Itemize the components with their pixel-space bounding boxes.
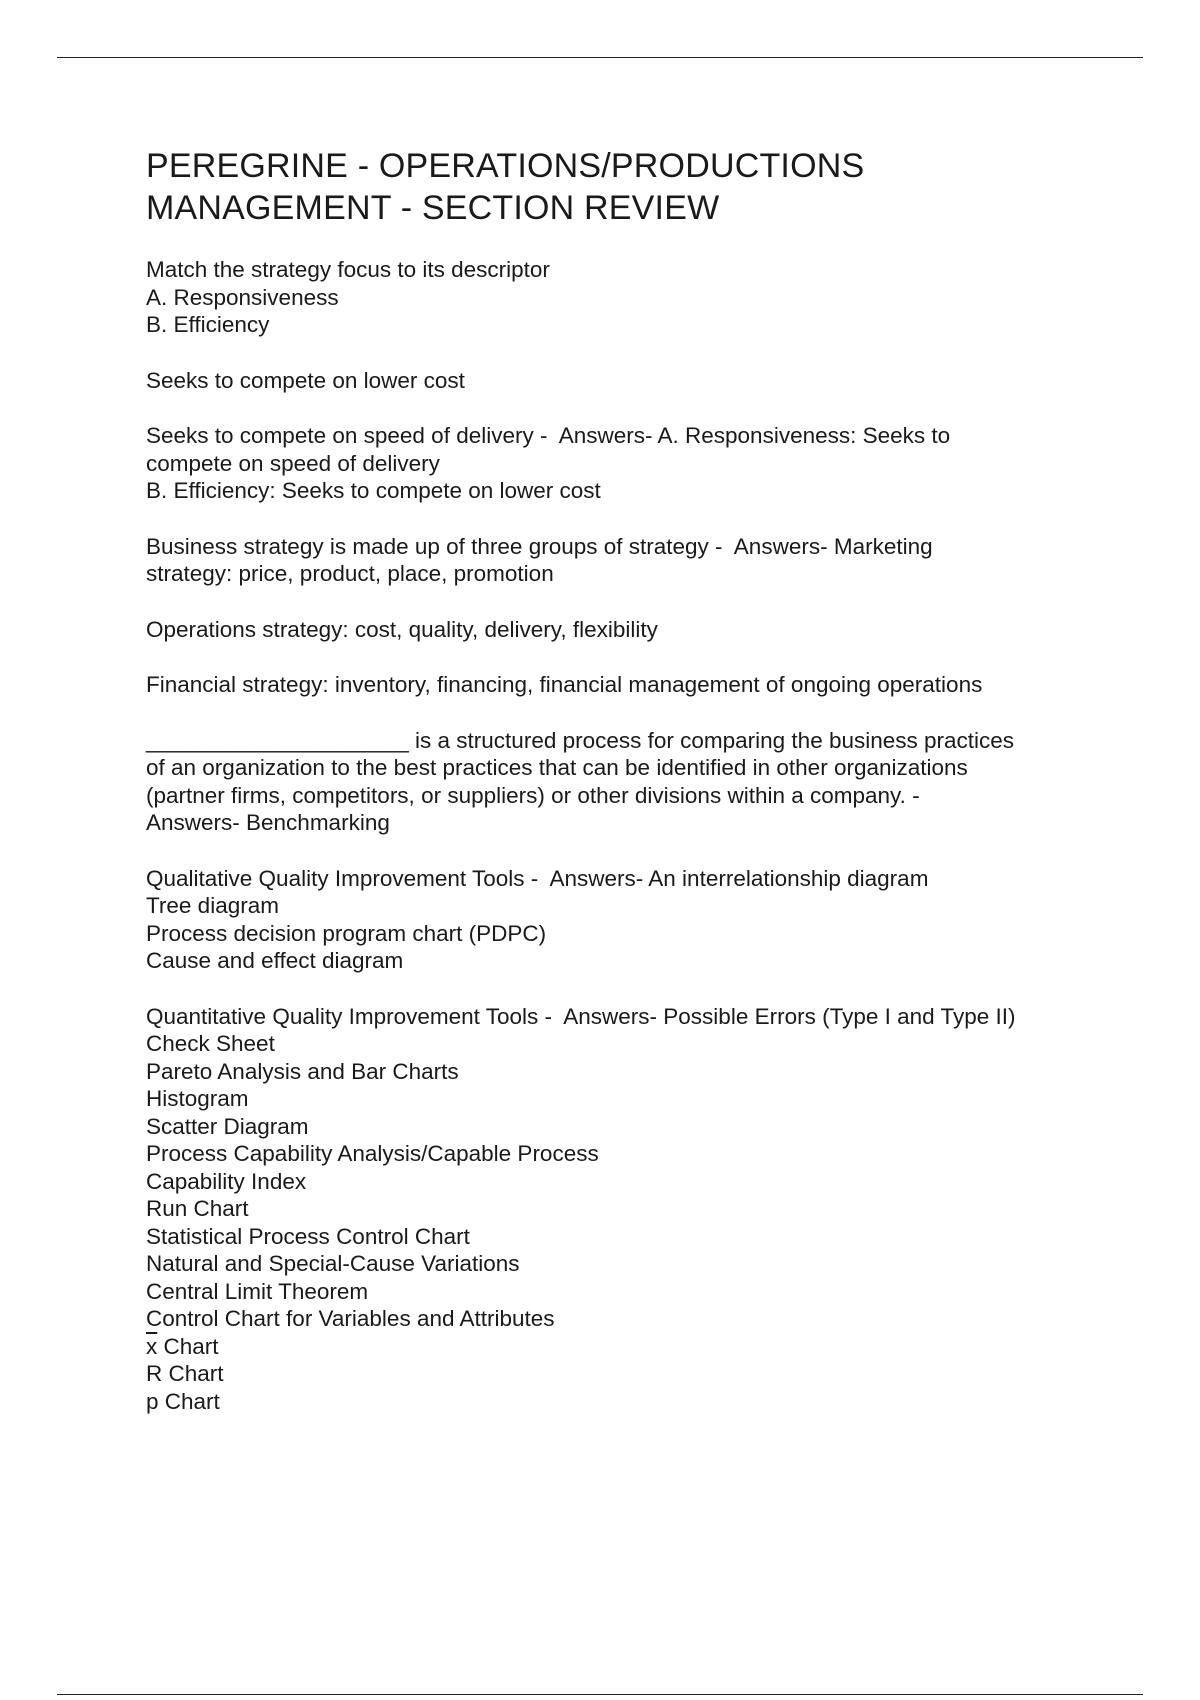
text-line: Control Chart for Variables and Attributes — [146, 1306, 555, 1331]
text-line: Qualitative Quality Improvement Tools - Answers- An interrelationship diagram — [146, 865, 929, 891]
text-line: Process Capability Analysis/Capable Process — [146, 1141, 599, 1166]
qa-block-operations-strategy — [146, 616, 1086, 644]
text-line: Operations strategy: cost, quality, delivery, flexibility — [146, 616, 658, 642]
title-line-1: PEREGRINE - OPERATIONS/PRODUCTIONS — [146, 147, 865, 185]
qa-block-quantitative-tools — [146, 1003, 1086, 1416]
text-line: Check Sheet — [146, 1031, 275, 1056]
text-line: of an organization to the best practices that can be identified in other organizations — [146, 755, 968, 780]
document-body — [146, 145, 1086, 1415]
qa-block-financial-strategy — [146, 671, 1086, 699]
qa-block-lower-cost — [146, 367, 1086, 395]
text-line: p Chart — [146, 1388, 220, 1414]
bottom-rule — [57, 1694, 1143, 1695]
text-line: Quantitative Quality Improvement Tools - Answers- Possible Errors (Type I and Type II) — [146, 1003, 1016, 1029]
text-line: Run Chart — [146, 1196, 249, 1221]
text-line: Central Limit Theorem — [146, 1278, 369, 1304]
text-line: Capability Index — [146, 1168, 307, 1194]
text-line: B. Efficiency: Seeks to compete on lower cost — [146, 478, 601, 503]
text-line: Seeks to compete on lower cost — [146, 367, 465, 393]
text-line: R Chart — [146, 1361, 224, 1386]
text-line: _____________________ is a structured process for comparing the business practices — [146, 727, 1015, 753]
qa-block-benchmarking — [146, 727, 1086, 837]
qa-block-qualitative-tools — [146, 865, 1086, 975]
text-line: Seeks to compete on speed of delivery - Answers- A. Responsiveness: Seeks to — [146, 423, 951, 448]
qa-block-strategy-match — [146, 256, 1086, 339]
text-line: B. Efficiency — [146, 312, 270, 337]
text-line: Natural and Special-Cause Variations — [146, 1251, 520, 1276]
text-line — [146, 1333, 1086, 1361]
title-line-2: MANAGEMENT - SECTION REVIEW — [146, 189, 720, 227]
text-line: Tree diagram — [146, 893, 279, 918]
x-bar-symbol: $\overline{x}$ — [146, 1333, 158, 1359]
x-bar-chart-label: Chart — [157, 1333, 219, 1359]
text-line: Pareto Analysis and Bar Charts — [146, 1058, 459, 1084]
page-title — [146, 145, 1086, 229]
text-line: Business strategy is made up of three groups of strategy - Answers- Marketing — [146, 533, 933, 559]
text-line: Match the strategy focus to its descriptor — [146, 257, 550, 282]
text-line: Cause and effect diagram — [146, 948, 404, 973]
text-line: Scatter Diagram — [146, 1113, 309, 1139]
text-line: Financial strategy: inventory, financing, financial management of ongoing operations — [146, 672, 983, 697]
text-line: compete on speed of delivery — [146, 450, 440, 476]
text-line: (partner firms, competitors, or suppliers) or other divisions within a company. - — [146, 782, 920, 808]
text-line: Histogram — [146, 1086, 249, 1111]
top-rule — [57, 57, 1143, 58]
text-line: A. Responsiveness — [146, 284, 339, 310]
text-line: Answers- Benchmarking — [146, 810, 390, 835]
qa-block-business-strategy — [146, 533, 1086, 588]
qa-block-speed-delivery — [146, 422, 1086, 505]
text-line: strategy: price, product, place, promotion — [146, 561, 554, 586]
text-line: Process decision program chart (PDPC) — [146, 920, 547, 946]
text-line: Statistical Process Control Chart — [146, 1223, 470, 1249]
